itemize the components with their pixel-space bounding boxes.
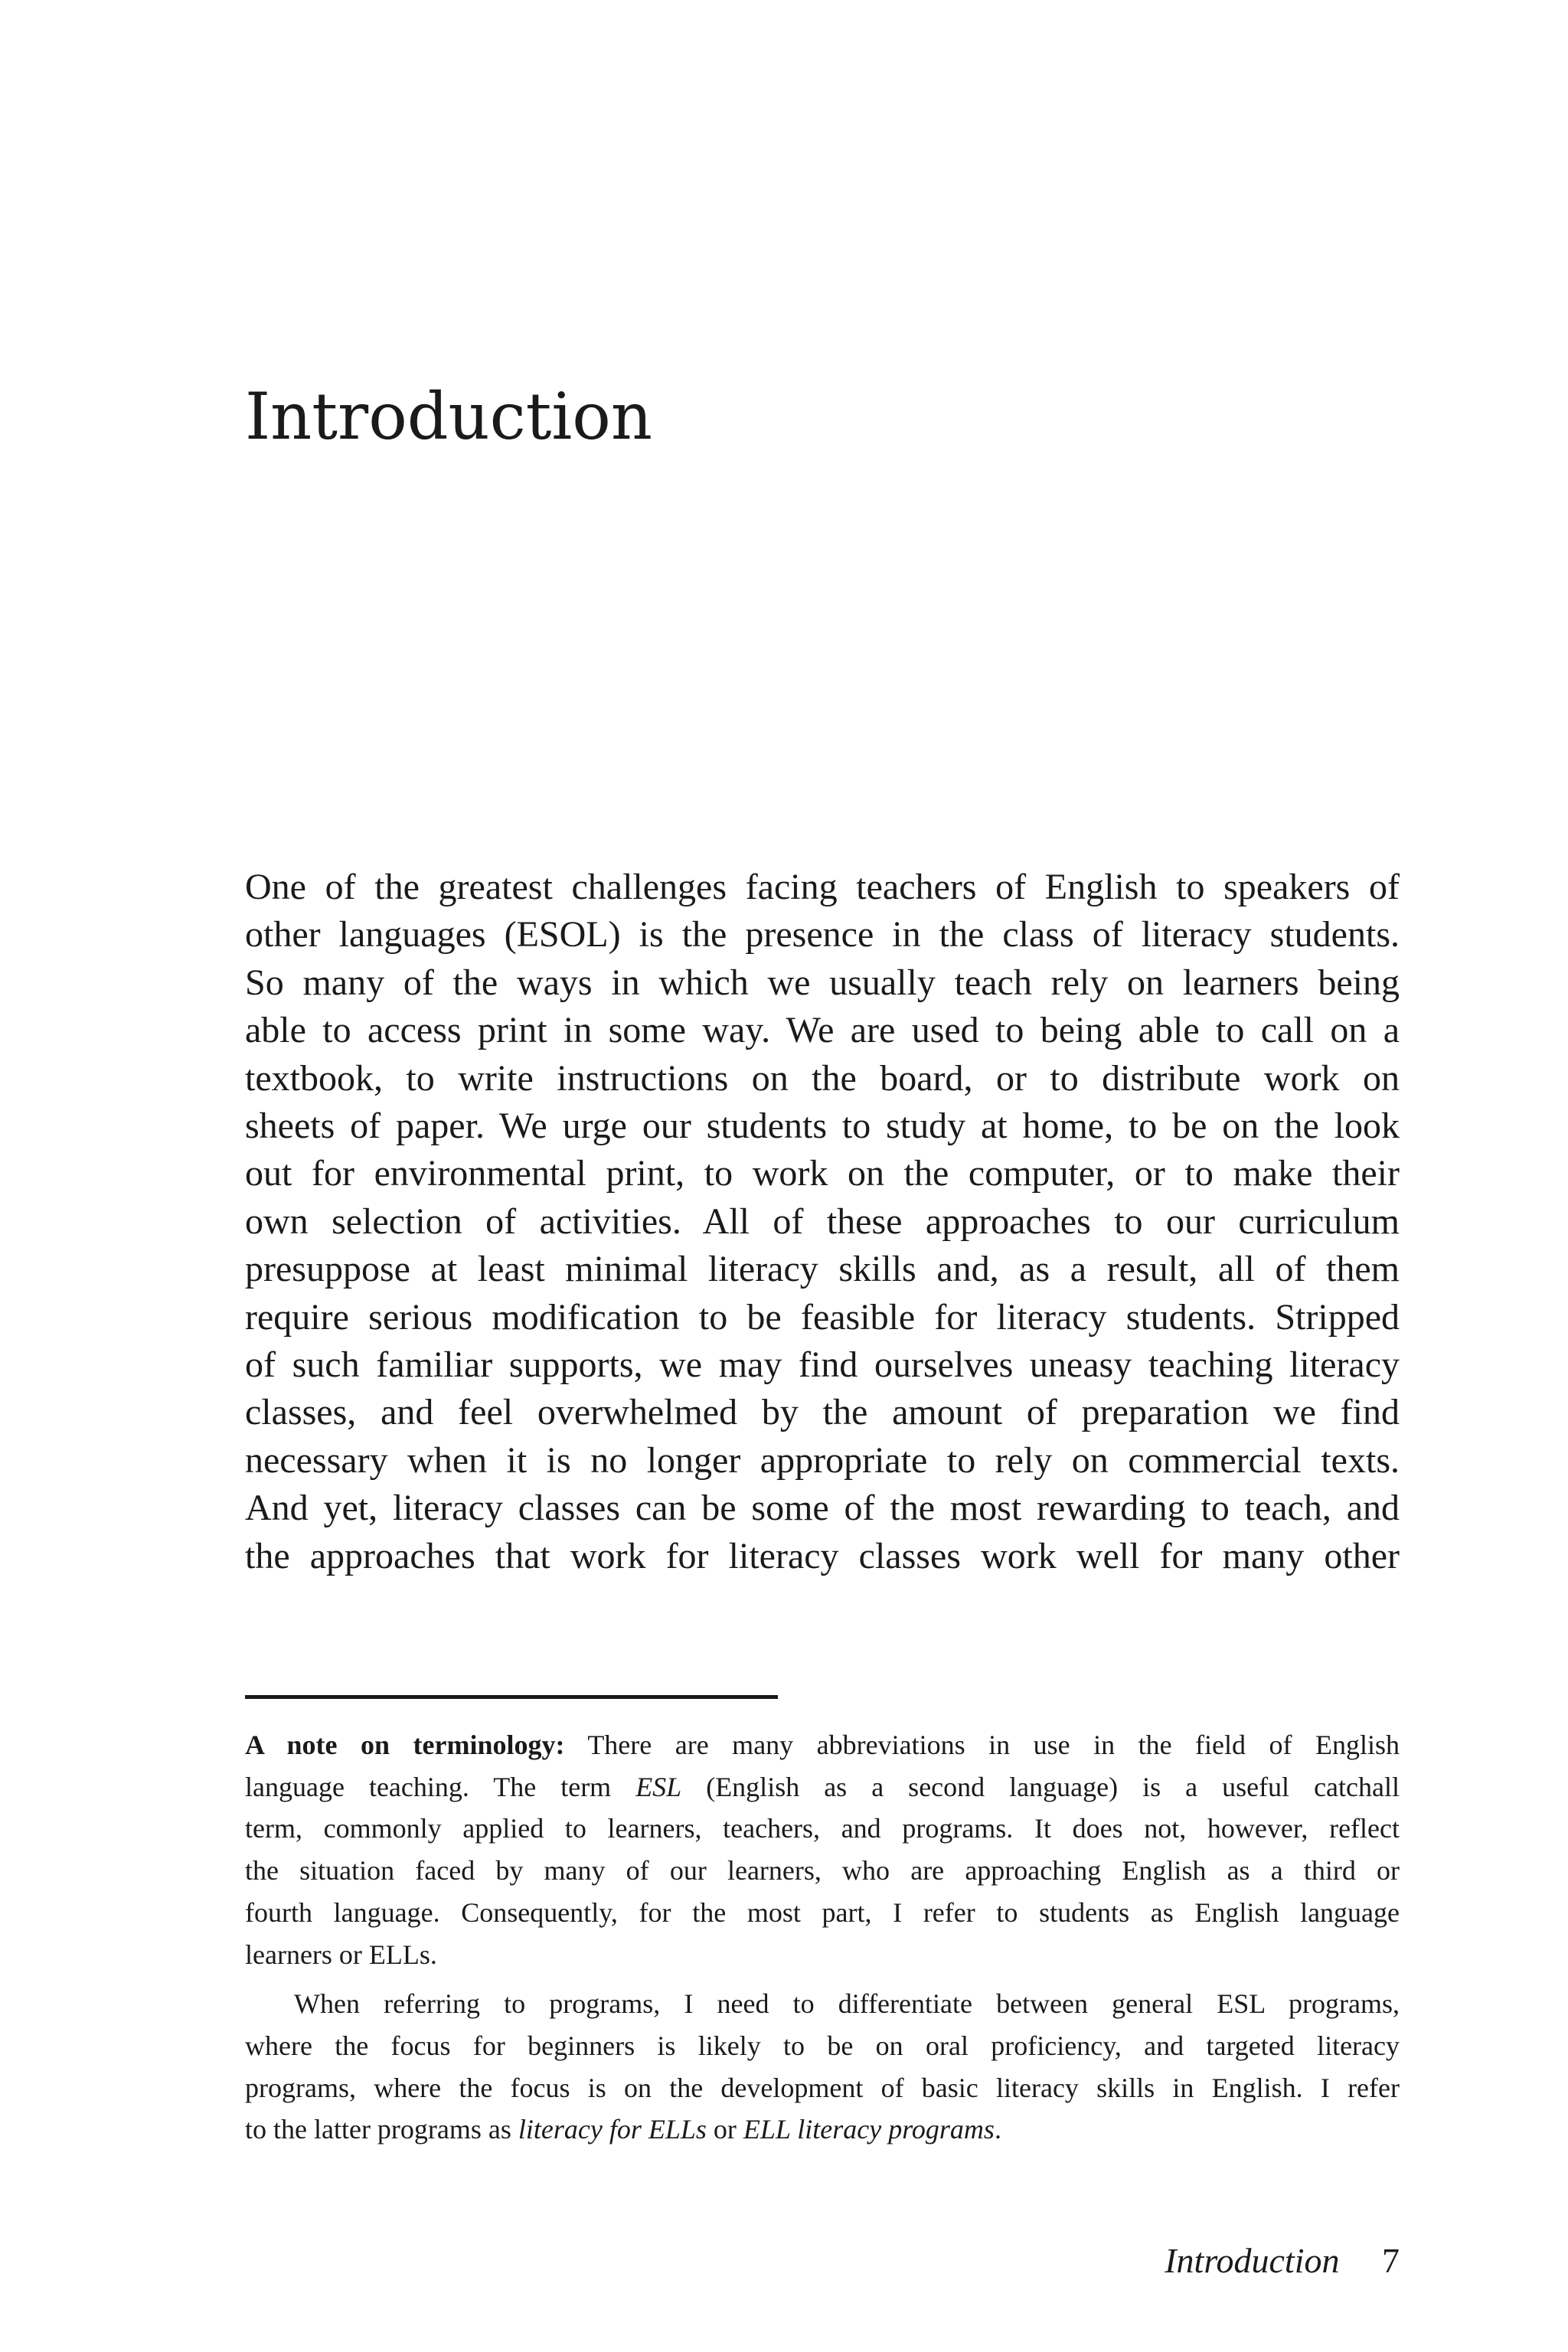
body-line: presuppose at least minimal literacy skills and, as a result, all of them xyxy=(245,1249,1400,1290)
body-line: other languages (ESOL) is the presence in the class of literacy students. xyxy=(245,914,1400,956)
footnote-line: language teaching. The term ESL (English as a second language) is a useful catchall xyxy=(245,1771,1400,1802)
footnote xyxy=(245,1724,1400,2151)
body-line: out for environmental print, to work on the computer, or to make their xyxy=(245,1153,1400,1194)
footnote-divider xyxy=(245,1695,778,1699)
term-ell-literacy-programs: ELL literacy programs xyxy=(743,2114,995,2145)
footnote-line: the situation faced by many of our learners, who are approaching English as a third or xyxy=(245,1855,1400,1886)
running-footer-title: Introduction xyxy=(1165,2241,1340,2280)
term-literacy-for-ells: literacy for ELLs xyxy=(518,2114,707,2145)
body-line: One of the greatest challenges facing teachers of English to speakers of xyxy=(245,867,1400,907)
footnote-line: fourth language. Consequently, for the most part, I refer to students as English language xyxy=(245,1896,1400,1928)
footnote-lead: A note on terminology: xyxy=(245,1730,565,1760)
body-line: classes, and feel overwhelmed by the amount of preparation we find xyxy=(245,1392,1400,1433)
body-line: sheets of paper. We urge our students to study at home, to be on the look xyxy=(245,1106,1400,1147)
body-line: require serious modification to be feasible for literacy students. Stripped xyxy=(245,1296,1400,1338)
footnote-line: A note on terminology: There are many abbreviations in use in the field of English xyxy=(245,1730,1400,1760)
footnote-line: When referring to programs, I need to differentiate between general ESL programs, xyxy=(294,1988,1400,2020)
footnote-line: learners or ELLs. xyxy=(245,1939,437,1970)
body-line: of such familiar supports, we may find ourselves uneasy teaching literacy xyxy=(245,1344,1400,1386)
footnote-line: term, commonly applied to learners, teachers, and programs. It does not, however, reflect xyxy=(245,1813,1400,1844)
footnote-line: to the latter programs as literacy for ELLs or ELL literacy programs. xyxy=(245,2114,1001,2145)
footnote-line: where the focus for beginners is likely to be on oral proficiency, and targeted literacy xyxy=(245,2030,1400,2061)
chapter-title: Introduction xyxy=(245,379,652,454)
body-line: necessary when it is no longer appropriate to rely on commercial texts. xyxy=(245,1439,1400,1481)
page-number: 7 xyxy=(1382,2241,1400,2280)
body-line: own selection of activities. All of these approaches to our curriculum xyxy=(245,1200,1400,1242)
body-line: And yet, literacy classes can be some of the most rewarding to teach, and xyxy=(245,1488,1400,1529)
term-esl: ESL xyxy=(635,1771,682,1802)
running-footer xyxy=(1165,2243,1400,2278)
body-line: able to access print in some way. We are used to being able to call on a xyxy=(245,1010,1400,1051)
footnote-line: programs, where the focus is on the development of basic literacy skills in English. I refer xyxy=(245,2072,1400,2103)
body-line: the approaches that work for literacy classes work well for many other xyxy=(245,1535,1400,1576)
body-paragraph xyxy=(245,864,1400,1580)
body-line: So many of the ways in which we usually teach rely on learners being xyxy=(245,962,1400,1003)
body-line: textbook, to write instructions on the board, or to distribute work on xyxy=(245,1057,1400,1099)
